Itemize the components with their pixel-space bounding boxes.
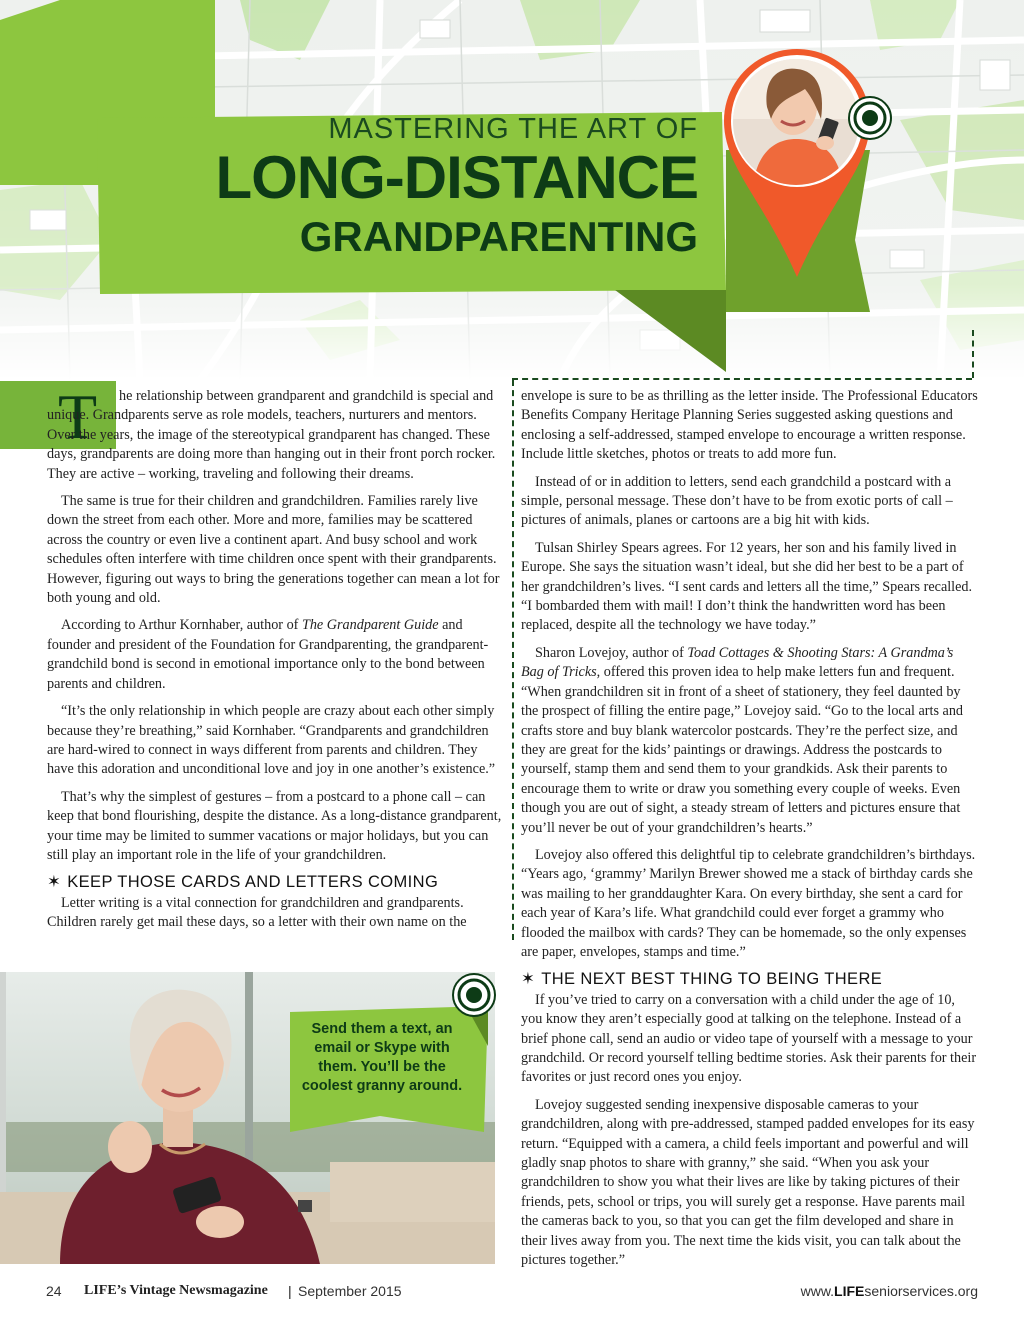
target-icon xyxy=(848,96,892,140)
paragraph: Instead of or in addition to letters, send each grandchild a postcard with a simple, personal message. These don’t have to be from exotic ports of call – pictures of animals, planes or cartoons are a big hit with kids. xyxy=(521,473,953,529)
young-woman-photo xyxy=(733,59,859,185)
star-icon: ✶ xyxy=(47,873,62,892)
paragraph: Letter writing is a vital connection for grandchildren and grandparents. Children rarely get mail these days, so a letter with their own name on the xyxy=(47,894,467,931)
dashed-divider-horizontal xyxy=(512,378,972,380)
title-line-3: GRANDPARENTING xyxy=(299,213,698,260)
section-heading: ✶ THE NEXT BEST THING TO BEING THERE xyxy=(521,970,883,989)
paragraph: envelope is sure to be as thrilling as the letter inside. The Professional Educators Benefits Company Heritage Planning Series suggested asking questions and enclosing a self-addressed, stamped envelope to encourage a written response. Include little sketches, photos or treats to add more fun. xyxy=(521,388,978,463)
footer-separator: | xyxy=(288,1283,292,1299)
left-column xyxy=(47,381,503,941)
website-link[interactable]: www.LIFEseniorservices.org xyxy=(800,1283,978,1299)
star-icon: ✶ xyxy=(521,970,536,989)
paragraph: Lovejoy suggested sending inexpensive disposable cameras to your grandchildren, along with pre-addressed, stamped padded envelopes for its easy return. “Equipped with a camera, a child feels important and powerful and will gladly snap photos to share with granny,” she said. “When you ask your grandchildren to show you what their lives are like by taking pictures of their friends, pets, school or trips, you will surely get a response. Have parents mail the cameras back to you, so that you can get the film developed and share in their lives away from you. The next time the kids visit, you can talk about the pictures together.” xyxy=(521,1096,975,1269)
page-number: 24 xyxy=(46,1283,62,1299)
book-title: The Grandparent Guide xyxy=(301,617,439,634)
paragraph: If you’ve tried to carry on a conversation with a child under the age of 10, you know they aren’t especially good at talking on the telephone. Instead of a brief phone call, send an audio or video tape of yourself with a message to your grandchild. Or record yourself telling bedtime stories. Ask their parents for their favorites or just record ones you enjoy. xyxy=(521,991,977,1086)
book-title: Toad Cottages & Shooting Stars: A Grandma’s Bag of Tricks xyxy=(521,644,954,681)
target-icon xyxy=(452,973,496,1017)
paragraph: The same is true for their children and grandchildren. Families rarely live down the street from each other. More and more, families may be scattered across the country or even live a continent apart. And busy school and work schedules often interfere with time children once spent with their grandparents. However, figuring out ways to bring the generations together can mean a lot for both young and old. xyxy=(47,493,500,607)
dashed-divider-vertical xyxy=(512,380,514,940)
paragraph: That’s why the simplest of gestures – from a postcard to a phone call – can keep that bond flourishing, despite the distance. As a long-distance grandparent, your time may be limited to summer vacations or major holidays, but you can still play an important role in the life of your grandchildren. xyxy=(47,788,502,863)
paragraph: Lovejoy also offered this delightful tip to celebrate grandchildren’s birthdays. “Years ago, ‘grammy’ Marilyn Brewer showed me a stack of birthday cards she was mailing to her granddaughter Kara. On every birthday, she sent a card for each year of Kara’s life. What grandchild could ever forget a grammy who flooded the mailbox with cards? They can be homemade, so the only expenses are paper, envelopes, stamps and time.” xyxy=(521,846,976,960)
dashed-divider-right xyxy=(972,330,974,378)
paragraph: “It’s the only relationship in which people are crazy about each other simply because they’re breathing,” said Kornhaber. “Grandparents and grandchildren are hard-wired to connect in ways different from parents and children. They have this adoration and unconditional love and joy in one another’s existence.” xyxy=(47,703,496,778)
title-line-2: LONG-DISTANCE xyxy=(215,144,698,211)
title-line-1: MASTERING THE ART OF xyxy=(328,113,698,145)
paragraph: According to Arthur Kornhaber, author of The Grandparent Guide and founder and president of the Foundation for Grandparenting, the grandparent-grandchild bond is second in emotional importance only to the bond between parents and children. xyxy=(47,617,489,692)
paragraph: Sharon Lovejoy, author of Toad Cottages & Shooting Stars: A Grandma’s Bag of Tricks, offered this proven idea to help make letters fun and frequent. “When grandchildren sit in front of a sheet of stationery, they feel daunted by the prospect of filling the entire page,” Lovejoy said. “Go to the local arts and crafts store and buy blank watercolor postcards. They’re the perfect size, and they are great for the kids’ paintings or drawings. Address the postcards to yourself, stamp them and send them to your grandkids. Ask their parents to encourage them to write or draw you something every couple of weeks. Even though you are out of sight, a steady stream of letters and pictures ensure that you’ll never be out of your grandchildren’s hearts.” xyxy=(521,644,964,836)
section-heading: ✶ KEEP THOSE CARDS AND LETTERS COMING xyxy=(47,873,439,892)
magazine-name: LIFE’s Vintage Newsmagazine xyxy=(84,1283,268,1298)
callout-text: Send them a text, an email or Skype with them. You’ll be the coolest granny around. xyxy=(301,1021,463,1094)
dropcap-letter: T xyxy=(58,381,98,452)
right-column xyxy=(521,387,979,1278)
paragraph: Tulsan Shirley Spears agrees. For 12 years, her son and his family lived in Europe. She says the situation wasn’t ideal, but she did her best to be a part of her grandchildren’s lives. “I sent cards and letters all the time,” Spears recalled. “I bombarded them with mail! I don’t think the handwritten word has been replaced, despite all the technology we have today.” xyxy=(521,539,973,634)
paragraph: he relationship between grandparent and grandchild is special and unique. Grandparents serve as role models, teachers, nurturers and mentors. Over the years, the image of the stereotypical grandparent has changed. These days, grandparents are doing more than hanging out in their front porch rocker. They are active – working, traveling and following their dreams. xyxy=(47,388,496,482)
issue-date: September 2015 xyxy=(298,1283,402,1299)
